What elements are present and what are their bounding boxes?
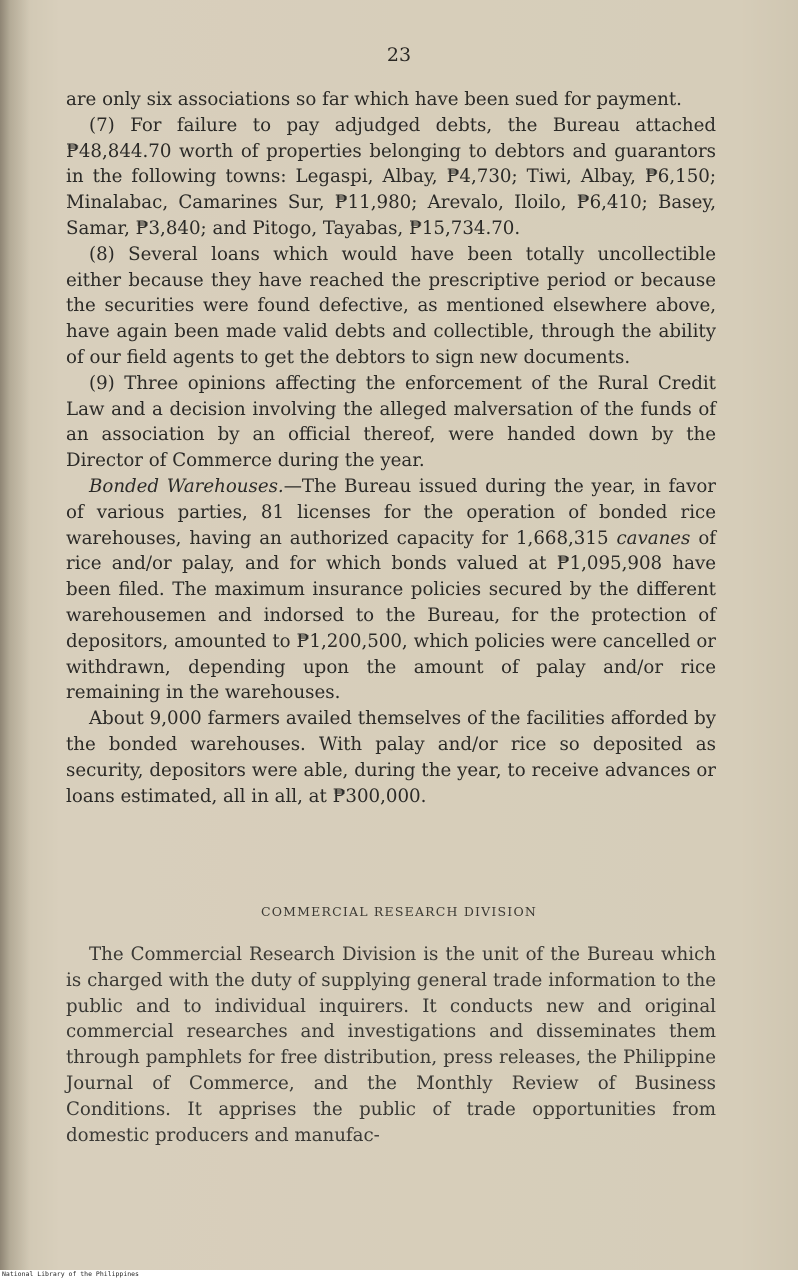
- bonded-warehouses-text-a: —The Bureau issued during the year, in favor of various parties, 81 licenses for the operation of bonded rice warehouses, having an authorized capacity for 1,668,315: [66, 475, 717, 549]
- section-heading: COMMERCIAL RESEARCH DIVISION: [260, 904, 538, 919]
- paragraph-8: (8) Several loans which would have been totally uncollectible either because they have reached the prescriptive period or because the securities were found defective, as mentioned elsewhere above, have again been made valid debts and collectible, through the ability of our field agents to get the debtors to sign new documents.: [66, 243, 716, 368]
- bonded-warehouses-text-b: of rice and/or palay, and for which bonds valued at ₱1,095,908 have been filed. The maximum insurance policies secured by the different warehousemen and indorsed to the Bureau, for the protection of depositors, amounted to ₱1,200,500, which policies were cancelled or withdrawn, depending upon the amount of palay and/or rice remaining in the warehouses.: [66, 527, 716, 704]
- paragraph-9: (9) Three opinions affecting the enforcement of the Rural Credit Law and a decision involving the alleged malversation of the funds of an association by an official thereof, were handed down by the Director of Commerce during the year.: [66, 372, 716, 472]
- paragraph-7: (7) For failure to pay adjudged debts, the Bureau attached ₱48,844.70 worth of properties belonging to debtors and guarantors in the following towns: Legaspi, Albay, ₱4,730; Tiwi, Albay, ₱6,150; Minalabac, Camarines Sur, ₱11,980; Arevalo, Iloilo, ₱6,410; Basey, Samar, ₱3,840; and Pitogo, Tayabas, ₱15,734.70.: [66, 114, 716, 239]
- paragraph-continuation: are only six associations so far which have been sued for payment.: [66, 89, 682, 110]
- section-paragraph: The Commercial Research Division is the unit of the Bureau which is charged with the duty of supplying general trade information to the public and to individual inquirers. It conducts new and original commercial researches and investigations and disseminates them through pamphlets for free distribution, press releases, the Philippine Journal of Commerce, and the Monthly Review of Business Conditions. It apprises the public of trade opportunities from domestic producers and manufac-: [66, 944, 716, 1146]
- section-body-text: [66, 942, 716, 1148]
- paragraph-bonded-warehouses: [66, 474, 716, 706]
- footer-credit: National Library of the Philippines: [2, 1270, 139, 1278]
- bonded-warehouses-heading: Bonded Warehouses.: [89, 475, 284, 497]
- page-number: 23: [386, 44, 412, 66]
- body-text: [66, 87, 716, 809]
- paragraph-farmers: About 9,000 farmers availed themselves of the facilities afforded by the bonded warehouses. With palay and/or rice so deposited as security, depositors were able, during the year, to receive advances or loans estimated, all in all, at ₱300,000.: [66, 708, 716, 807]
- cavanes-term: cavanes: [616, 527, 691, 549]
